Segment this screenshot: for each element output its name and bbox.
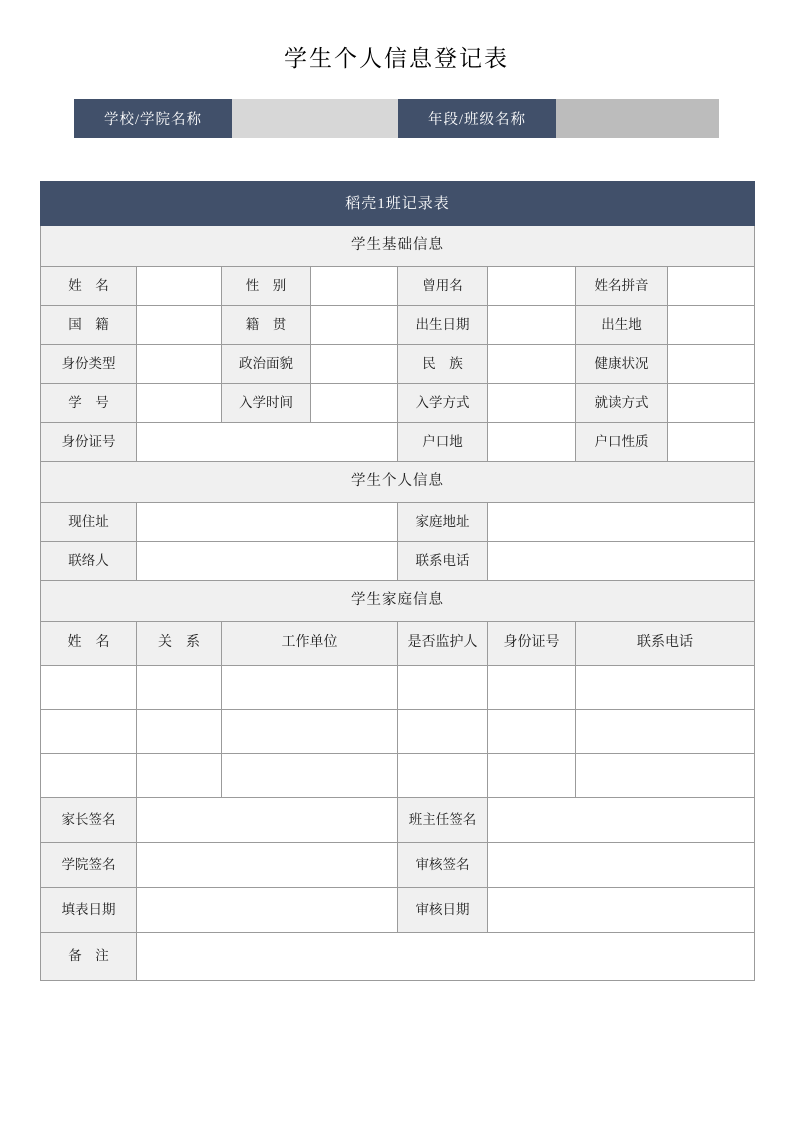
label-audit-date: 审核日期 <box>398 888 488 933</box>
field-home-address[interactable] <box>488 503 755 542</box>
label-audit-signature: 审核签名 <box>398 843 488 888</box>
label-student-number: 学 号 <box>41 384 137 423</box>
field-former-name[interactable] <box>488 267 576 306</box>
label-fill-date: 填表日期 <box>41 888 137 933</box>
label-current-address: 现住址 <box>41 503 137 542</box>
family-table-row <box>41 710 755 754</box>
field-enrollment-method[interactable] <box>488 384 576 423</box>
family-col-relation: 关 系 <box>137 622 222 666</box>
school-name-label: 学校/学院名称 <box>74 99 232 138</box>
student-registration-table <box>40 181 755 981</box>
table-row-nationality <box>41 306 755 345</box>
label-nationality: 国 籍 <box>41 306 137 345</box>
field-teacher-signature[interactable] <box>488 798 755 843</box>
family-cell-name[interactable] <box>41 666 137 710</box>
section-basic-info <box>41 226 755 267</box>
label-notes: 备 注 <box>41 933 137 981</box>
table-title-row <box>41 182 755 226</box>
field-college-signature[interactable] <box>137 843 398 888</box>
family-col-phone: 联系电话 <box>576 622 755 666</box>
field-study-method[interactable] <box>668 384 755 423</box>
label-gender: 性 别 <box>222 267 311 306</box>
label-name: 姓 名 <box>41 267 137 306</box>
family-cell-guardian[interactable] <box>398 666 488 710</box>
label-birth-place: 出生地 <box>576 306 668 345</box>
field-id-number[interactable] <box>137 423 398 462</box>
family-table-row <box>41 666 755 710</box>
field-contact-phone[interactable] <box>488 542 755 581</box>
label-id-number: 身份证号 <box>41 423 137 462</box>
section-family-info <box>41 581 755 622</box>
family-table-header-row <box>41 622 755 666</box>
table-row-current-address <box>41 503 755 542</box>
family-cell-relation[interactable] <box>137 754 222 798</box>
field-student-number[interactable] <box>137 384 222 423</box>
field-current-address[interactable] <box>137 503 398 542</box>
label-contact-phone: 联系电话 <box>398 542 488 581</box>
table-row-notes <box>41 933 755 981</box>
field-fill-date[interactable] <box>137 888 398 933</box>
field-name[interactable] <box>137 267 222 306</box>
family-cell-guardian[interactable] <box>398 754 488 798</box>
field-audit-signature[interactable] <box>488 843 755 888</box>
class-name-field[interactable] <box>556 99 719 138</box>
field-nationality[interactable] <box>137 306 222 345</box>
family-cell-workplace[interactable] <box>222 666 398 710</box>
field-name-pinyin[interactable] <box>668 267 755 306</box>
family-cell-id-number[interactable] <box>488 710 576 754</box>
family-cell-workplace[interactable] <box>222 754 398 798</box>
label-political-status: 政治面貌 <box>222 345 311 384</box>
family-col-workplace: 工作单位 <box>222 622 398 666</box>
family-cell-relation[interactable] <box>137 666 222 710</box>
label-college-signature: 学院签名 <box>41 843 137 888</box>
field-health-status[interactable] <box>668 345 755 384</box>
table-row-contact-person <box>41 542 755 581</box>
label-study-method: 就读方式 <box>576 384 668 423</box>
field-household-type[interactable] <box>668 423 755 462</box>
table-row-parent-signature <box>41 798 755 843</box>
family-cell-guardian[interactable] <box>398 710 488 754</box>
table-row-identity <box>41 345 755 384</box>
field-ethnicity[interactable] <box>488 345 576 384</box>
field-enrollment-time[interactable] <box>311 384 398 423</box>
family-col-name: 姓 名 <box>41 622 137 666</box>
label-identity-type: 身份类型 <box>41 345 137 384</box>
page-title: 学生个人信息登记表 <box>284 46 509 71</box>
family-col-guardian: 是否监护人 <box>398 622 488 666</box>
label-birth-date: 出生日期 <box>398 306 488 345</box>
family-cell-phone[interactable] <box>576 754 755 798</box>
field-notes[interactable] <box>137 933 755 981</box>
family-cell-name[interactable] <box>41 710 137 754</box>
label-teacher-signature: 班主任签名 <box>398 798 488 843</box>
field-contact-person[interactable] <box>137 542 398 581</box>
family-col-id-number: 身份证号 <box>488 622 576 666</box>
table-row-student-number <box>41 384 755 423</box>
label-home-address: 家庭地址 <box>398 503 488 542</box>
header-bar <box>74 99 719 138</box>
family-cell-phone[interactable] <box>576 710 755 754</box>
section-personal-label: 学生个人信息 <box>41 462 755 503</box>
label-household-place: 户口地 <box>398 423 488 462</box>
section-basic-label: 学生基础信息 <box>41 226 755 267</box>
field-identity-type[interactable] <box>137 345 222 384</box>
table-row-fill-date <box>41 888 755 933</box>
section-family-label: 学生家庭信息 <box>41 581 755 622</box>
field-birth-date[interactable] <box>488 306 576 345</box>
label-enrollment-time: 入学时间 <box>222 384 311 423</box>
field-parent-signature[interactable] <box>137 798 398 843</box>
field-native-place[interactable] <box>311 306 398 345</box>
field-household-place[interactable] <box>488 423 576 462</box>
family-cell-workplace[interactable] <box>222 710 398 754</box>
family-cell-id-number[interactable] <box>488 666 576 710</box>
class-name-label: 年段/班级名称 <box>398 99 556 138</box>
label-former-name: 曾用名 <box>398 267 488 306</box>
family-cell-id-number[interactable] <box>488 754 576 798</box>
label-household-type: 户口性质 <box>576 423 668 462</box>
field-audit-date[interactable] <box>488 888 755 933</box>
field-gender[interactable] <box>311 267 398 306</box>
school-name-field[interactable] <box>232 99 398 138</box>
field-birth-place[interactable] <box>668 306 755 345</box>
family-cell-relation[interactable] <box>137 710 222 754</box>
label-name-pinyin: 姓名拼音 <box>576 267 668 306</box>
label-contact-person: 联络人 <box>41 542 137 581</box>
table-row-id-card <box>41 423 755 462</box>
table-title: 稻壳1班记录表 <box>41 182 755 226</box>
label-enrollment-method: 入学方式 <box>398 384 488 423</box>
section-personal-info <box>41 462 755 503</box>
label-ethnicity: 民 族 <box>398 345 488 384</box>
field-political-status[interactable] <box>311 345 398 384</box>
table-row-college-signature <box>41 843 755 888</box>
family-cell-phone[interactable] <box>576 666 755 710</box>
family-table-row <box>41 754 755 798</box>
label-native-place: 籍 贯 <box>222 306 311 345</box>
label-health-status: 健康状况 <box>576 345 668 384</box>
table-row-name <box>41 267 755 306</box>
family-cell-name[interactable] <box>41 754 137 798</box>
label-parent-signature: 家长签名 <box>41 798 137 843</box>
